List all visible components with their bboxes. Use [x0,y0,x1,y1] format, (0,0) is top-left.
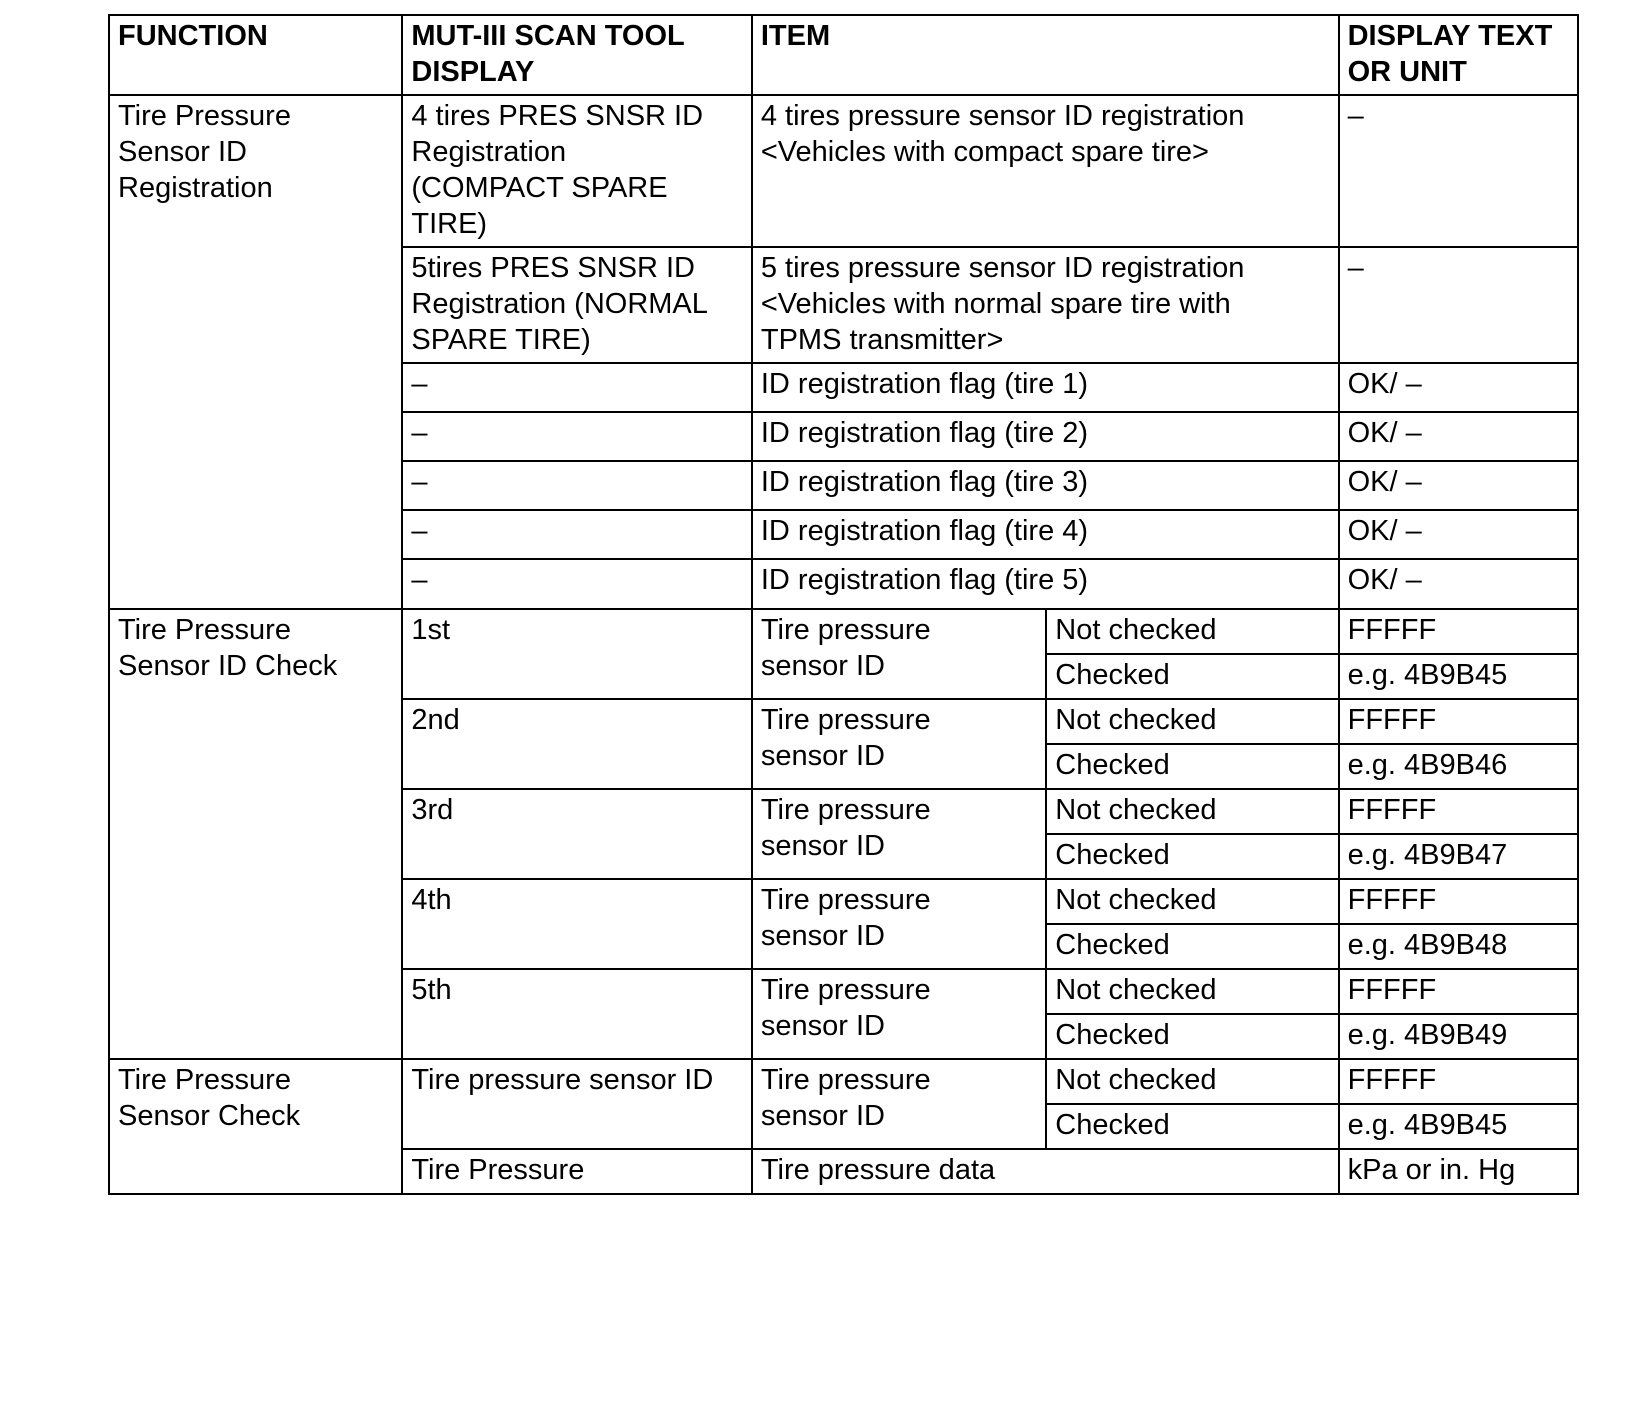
display-cell: Tire pressure sensor ID [402,1059,752,1149]
display-cell: 4 tires PRES SNSR ID Registration (COMPACT SPARE TIRE) [402,95,752,247]
state-cell: Checked [1046,1104,1338,1149]
unit-cell: OK/ – [1339,510,1578,559]
state-cell: Not checked [1046,789,1338,834]
state-cell: Checked [1046,744,1338,789]
item-cell: ID registration flag (tire 5) [752,559,1339,609]
unit-cell: OK/ – [1339,559,1578,609]
header-display: MUT-III SCAN TOOL DISPLAY [402,15,752,95]
table-row [109,95,1578,247]
item-cell: Tire pressure sensor ID [752,1059,1046,1149]
function-cell: Tire Pressure Sensor ID Registration [109,95,402,609]
item-cell: 5 tires pressure sensor ID registration <Vehicles with normal spare tire with TPMS transmitter> [752,247,1339,363]
unit-cell: e.g. 4B9B49 [1339,1014,1578,1059]
header-item: ITEM [752,15,1339,95]
display-cell: 2nd [402,699,752,789]
item-cell: ID registration flag (tire 2) [752,412,1339,461]
display-cell: Tire Pressure [402,1149,752,1194]
header-row [109,15,1578,95]
item-cell: ID registration flag (tire 3) [752,461,1339,510]
state-cell: Checked [1046,1014,1338,1059]
header-function: FUNCTION [109,15,402,95]
header-unit: DISPLAY TEXT OR UNIT [1339,15,1578,95]
unit-cell: FFFFF [1339,699,1578,744]
display-cell: 4th [402,879,752,969]
state-cell: Checked [1046,924,1338,969]
state-cell: Not checked [1046,969,1338,1014]
item-cell: Tire pressure sensor ID [752,789,1046,879]
display-cell: 5th [402,969,752,1059]
function-cell: Tire Pressure Sensor Check [109,1059,402,1194]
display-cell: – [402,559,752,609]
unit-cell: OK/ – [1339,363,1578,412]
unit-cell: kPa or in. Hg [1339,1149,1578,1194]
display-cell: – [402,412,752,461]
display-cell: 1st [402,609,752,699]
display-cell: – [402,363,752,412]
unit-cell: FFFFF [1339,789,1578,834]
item-cell: ID registration flag (tire 1) [752,363,1339,412]
unit-cell: e.g. 4B9B45 [1339,1104,1578,1149]
unit-cell: FFFFF [1339,879,1578,924]
unit-cell: FFFFF [1339,609,1578,654]
state-cell: Not checked [1046,1059,1338,1104]
unit-cell: e.g. 4B9B46 [1339,744,1578,789]
unit-cell: OK/ – [1339,412,1578,461]
unit-cell: OK/ – [1339,461,1578,510]
display-cell: 5tires PRES SNSR ID Registration (NORMAL SPARE TIRE) [402,247,752,363]
state-cell: Not checked [1046,609,1338,654]
display-cell: – [402,510,752,559]
unit-cell: e.g. 4B9B48 [1339,924,1578,969]
item-cell: Tire pressure sensor ID [752,699,1046,789]
state-cell: Not checked [1046,879,1338,924]
unit-cell: e.g. 4B9B45 [1339,654,1578,699]
unit-cell: – [1339,247,1578,363]
item-cell: Tire pressure sensor ID [752,609,1046,699]
scan-tool-table [108,14,1579,1195]
unit-cell: e.g. 4B9B47 [1339,834,1578,879]
unit-cell: FFFFF [1339,969,1578,1014]
item-cell: Tire pressure sensor ID [752,969,1046,1059]
state-cell: Not checked [1046,699,1338,744]
state-cell: Checked [1046,654,1338,699]
table-row [109,609,1578,654]
item-cell: 4 tires pressure sensor ID registration <Vehicles with compact spare tire> [752,95,1339,247]
unit-cell: – [1339,95,1578,247]
unit-cell: FFFFF [1339,1059,1578,1104]
item-cell: Tire pressure sensor ID [752,879,1046,969]
state-cell: Checked [1046,834,1338,879]
display-cell: 3rd [402,789,752,879]
function-cell: Tire Pressure Sensor ID Check [109,609,402,1059]
item-cell: ID registration flag (tire 4) [752,510,1339,559]
table-row [109,1059,1578,1104]
item-cell: Tire pressure data [752,1149,1339,1194]
display-cell: – [402,461,752,510]
